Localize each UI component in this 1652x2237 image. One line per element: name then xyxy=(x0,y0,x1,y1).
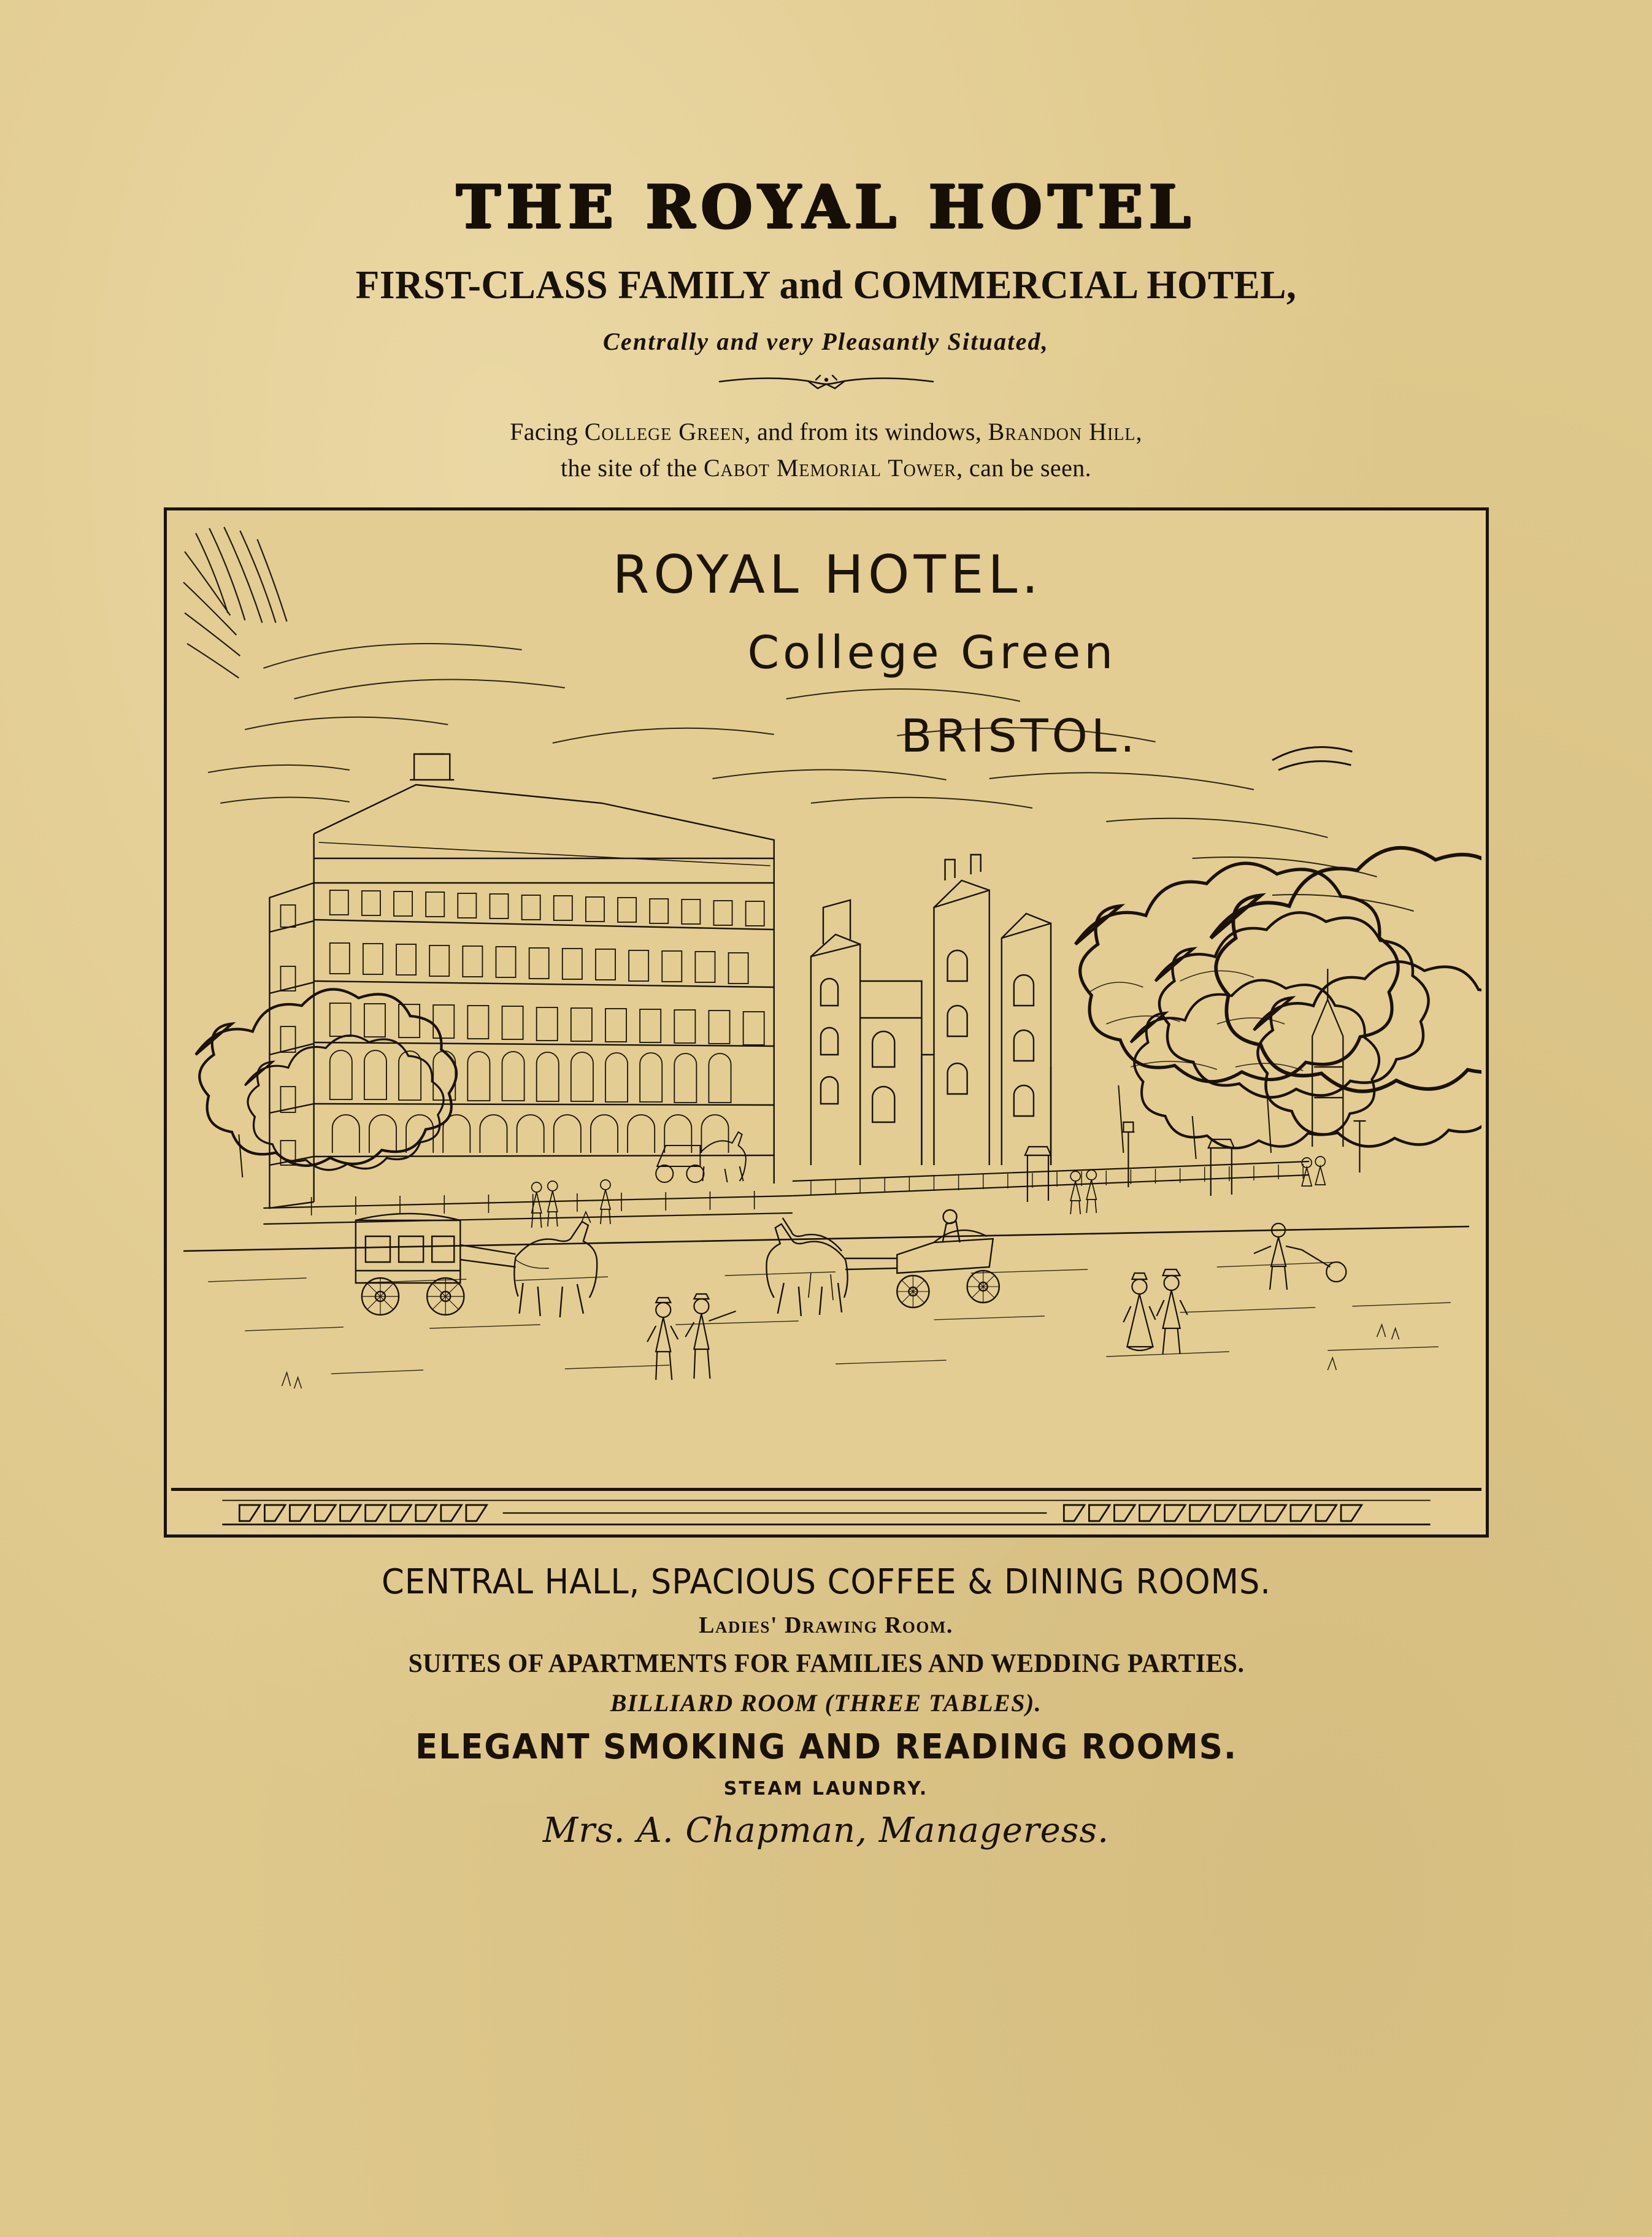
place-brandon-hill: Brandon Hill xyxy=(988,418,1136,446)
illustration-frame xyxy=(164,507,1489,1538)
place-cabot-memorial-tower: Cabot Memorial Tower xyxy=(703,454,957,482)
amenities-line-3: SUITES OF APARTMENTS FOR FAMILIES AND WEDDING PARTIES. xyxy=(408,1649,1244,1678)
amenities-line-6: STEAM LAUNDRY. xyxy=(723,1777,929,1800)
page-title: THE ROYAL HOTEL xyxy=(456,172,1196,242)
location-description xyxy=(305,414,1348,486)
hotel-illustration xyxy=(171,515,1481,1484)
amenities-block xyxy=(182,1562,1470,1850)
rule-ornament-icon xyxy=(716,372,937,394)
amenities-line-5: ELEGANT SMOKING AND READING ROOMS. xyxy=(415,1727,1237,1767)
tagline: Centrally and very Pleasantly Situated, xyxy=(603,328,1049,356)
place-college-green: College Green xyxy=(584,418,745,446)
manageress-signature: Mrs. A. Chapman, Manageress. xyxy=(542,1810,1110,1850)
ornamental-band xyxy=(171,1488,1481,1530)
subtitle: FIRST-CLASS FAMILY and COMMERCIAL HOTEL, xyxy=(355,263,1297,307)
art-caption-college-green: College Green xyxy=(747,626,1117,679)
amenities-line-1: CENTRAL HALL, SPACIOUS COFFEE & DINING ROOMS. xyxy=(381,1561,1271,1602)
art-caption-bristol: BRISTOL. xyxy=(901,709,1139,763)
amenities-line-2: Ladies' Drawing Room. xyxy=(699,1612,953,1638)
description-line-2: the site of the Cabot Memorial Tower, can be seen. xyxy=(560,454,1092,482)
amenities-line-4: BILLIARD ROOM (THREE TABLES). xyxy=(610,1688,1042,1717)
description-line-1: Facing College Green, and from its windows, Brandon Hill, xyxy=(510,418,1142,446)
art-caption-royal-hotel: ROYAL HOTEL. xyxy=(612,544,1043,606)
